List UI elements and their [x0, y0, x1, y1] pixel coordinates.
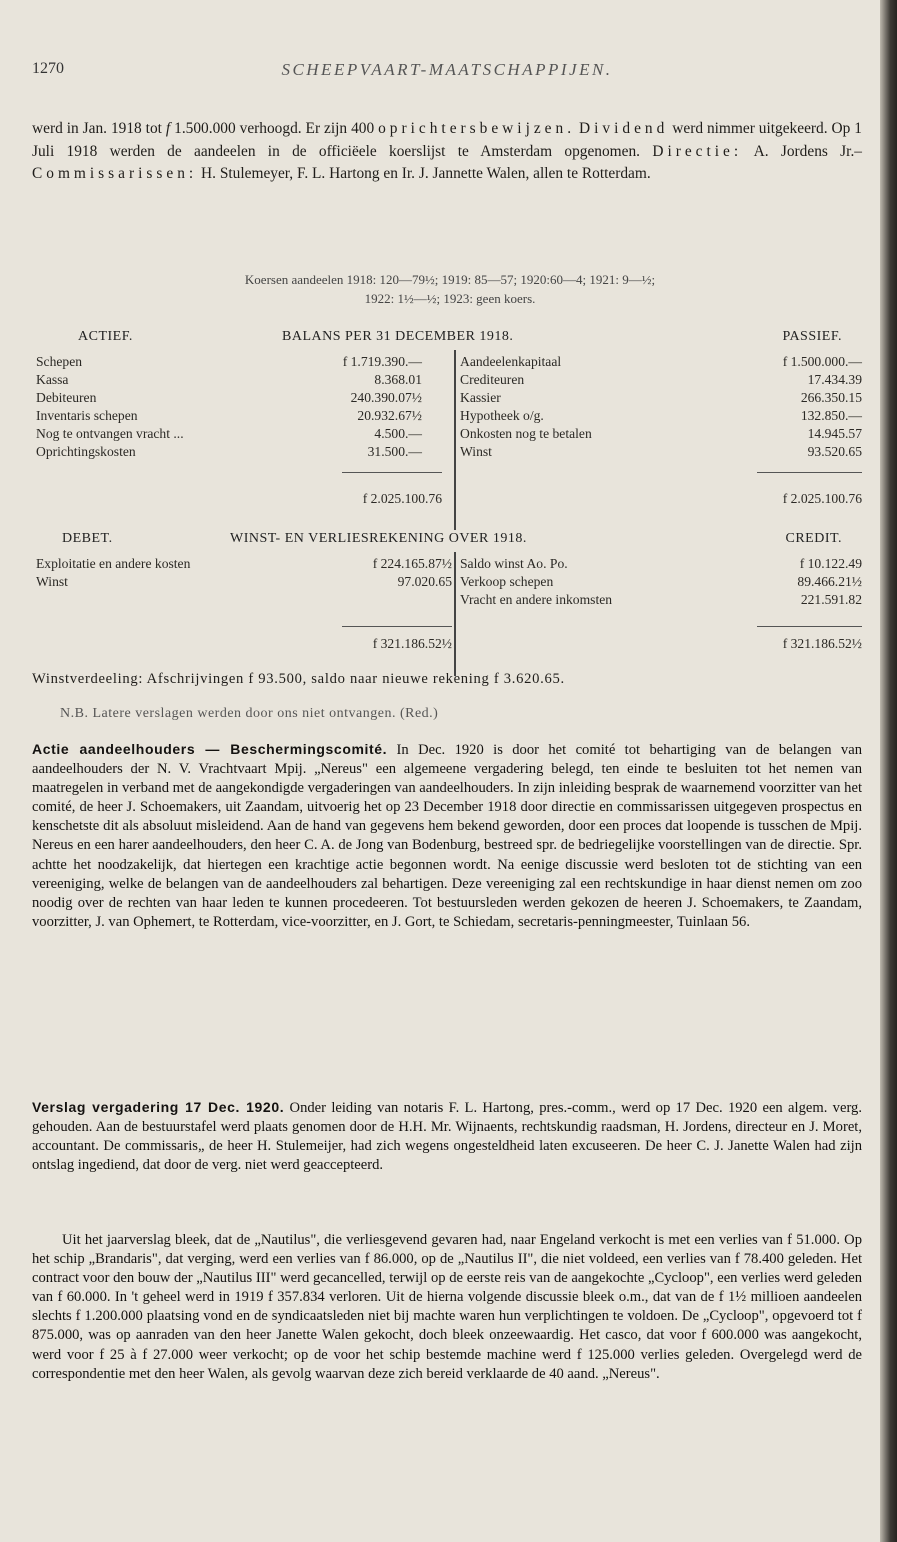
- pl-right-value: f 10.122.49: [799, 556, 862, 571]
- running-title: SCHEEPVAART-MAATSCHAPPIJEN.: [281, 60, 613, 79]
- debet-heading: DEBET.: [62, 531, 113, 546]
- balance-left-label: Debiteuren: [36, 390, 97, 405]
- balance-left-value: 240.390.07½: [350, 390, 422, 405]
- balance-right-value: 266.350.15: [800, 390, 862, 405]
- pl-left-label: Winst: [36, 574, 68, 589]
- sum-rule: [342, 626, 452, 627]
- column-divider: [454, 552, 456, 676]
- page-number: 1270: [32, 60, 64, 77]
- verslag-paragraph: [32, 1098, 862, 1175]
- intro-text: A. Jordens Jr.–: [742, 142, 862, 160]
- actief-heading: ACTIEF.: [78, 329, 133, 344]
- pl-right-label: Saldo winst Ao. Po.: [460, 556, 568, 571]
- verslag-text: Onder leiding van notaris F. L. Hartong, pres.-comm., werd op 17 Dec. 1920 een algem. verg. gehouden. Aan de bestuurstafel werd plaats genomen door de H.H. Mr. Wijnaents, rechtskundig raadsman, H. Jordens, directeur en J. Moret, accountant. De commissaris„ de heer H. Stulemeijer, had zich wegens ongesteldheid laten excuseeren. De heer C. J. Janette Walen had zijn ontslag ingediend, dat door de verg. niet werd geaccepteerd.: [32, 1100, 862, 1174]
- intro-text: 1.500.000 verhoogd. Er zijn 400: [170, 120, 379, 137]
- balance-right-value: 17.434.39: [807, 372, 862, 387]
- balance-right-value: f 1.500.000.—: [782, 354, 862, 369]
- intro-text: werd in Jan. 1918 tot: [32, 120, 166, 137]
- pl-right-value: 221.591.82: [800, 592, 862, 607]
- intro-text: H. Stulemeyer, F. L. Hartong en Ir. J. Jannette Walen, allen te Rotterdam.: [197, 165, 651, 183]
- verslag-heading: Verslag vergadering 17 Dec. 1920.: [32, 1099, 285, 1115]
- credit-heading: CREDIT.: [785, 531, 842, 546]
- pl-right-label: Verkoop schepen: [460, 574, 554, 589]
- pl-left-value: 97.020.65: [397, 574, 452, 589]
- balans-title: BALANS PER 31 DECEMBER 1918.: [282, 329, 514, 344]
- passief-heading: PASSIEF.: [782, 329, 842, 344]
- koersen-line: Koersen aandeelen 1918: 120—79½; 1919: 85—57; 1920:60—4; 1921: 9—½;: [244, 272, 656, 287]
- pl-right-total: f 321.186.52½: [782, 636, 862, 651]
- page-header: [32, 60, 862, 90]
- balance-left-value: 31.500.—: [367, 444, 422, 459]
- balance-left-value: 4.500.—: [374, 426, 422, 441]
- koersen-line: 1922: 1½—½; 1923: geen koers.: [364, 291, 536, 306]
- page-edge-shadow: [880, 0, 897, 1542]
- balance-left-label: Inventaris schepen: [36, 408, 138, 423]
- pl-left-label: Exploitatie en andere kosten: [36, 556, 191, 571]
- balance-right-label: Aandeelenkapitaal: [460, 354, 562, 369]
- balance-right-label: Hypotheek o/g.: [460, 408, 544, 423]
- balance-right-value: 132.850.—: [800, 408, 862, 423]
- balance-left-value: 20.932.67½: [357, 408, 422, 423]
- pl-left-total: f 321.186.52½: [372, 636, 452, 651]
- balance-left-label: Nog te ontvangen vracht ...: [36, 426, 184, 441]
- winst-title: WINST- EN VERLIESREKENING OVER 1918.: [230, 531, 527, 546]
- intro-paragraph: [32, 118, 862, 186]
- balance-left-total: f 2.025.100.76: [362, 491, 442, 506]
- intro-text: werd nimmer uitgekeerd. Op 1 Juli 1918 werden de aandeelen in de officiëele koerslijst te Amsterdam opgenomen.: [32, 120, 862, 160]
- balance-right-label: Onkosten nog te betalen: [460, 426, 592, 441]
- verslag-paragraph-2: Uit het jaarverslag bleek, dat de „Nautilus", die verliesgevend gevaren had, naar Engeland verkocht is met een verlies van f 51.000. Op het schip „Brandaris", dat verging, werd een verlies van f 86.000, op de „Nautilus II", die niet voldeed, een verlies van f 78.400 geleden. Het contract voor den bouw der „Nautilus III" werd gecancelled, terwijl op de eerste reis van de aangekochte „Cycloop", een verlies werd geleden van f 60.000. In 't geheel werd in 1919 f 357.834 verloren. Uit de hierna volgende discussie bleek o.m., dat van de f 1½ millioen aandeelen slechts f 1.200.000 plaatsing vond en de syndicaatsleden niet bij machte waren hun verplichtingen te voldoen. De „Cycloop", opgevoerd tot f 875.000, was op aanraden van den heer Janette Walen gekocht, doch bleek onzeewaardig. Het casco, dat voor f 600.000 was aangekocht, werd voor f 25 à f 27.000 weer verkocht; op de voor het schip bestemde machine werd f 125.000 verlies geleden. Overgelegd werd de correspondentie met den heer Walen, als gevolg waarvan deze zich bereid verklaarde de 40 aand. „Nereus".: [32, 1232, 862, 1382]
- balance-right-total: f 2.025.100.76: [782, 491, 862, 506]
- balance-left-label: Schepen: [36, 354, 83, 369]
- pl-right-label: Vracht en andere inkomsten: [460, 592, 613, 607]
- sum-rule: [757, 472, 862, 473]
- winstverdeeling: Winstverdeeling: Afschrijvingen f 93.500, saldo naar nieuwe rekening f 3.620.65.: [32, 671, 565, 687]
- pl-right-value: 89.466.21½: [797, 574, 862, 589]
- balance-right-value: 14.945.57: [807, 426, 862, 441]
- balance-left-label: Oprichtingskosten: [36, 444, 136, 459]
- sum-rule: [757, 626, 862, 627]
- spaced-term: Commissarissen:: [32, 165, 198, 183]
- koersen-block: [100, 270, 800, 308]
- actie-heading: Actie aandeelhouders — Beschermingscomité.: [32, 741, 388, 757]
- balance-right-value: 93.520.65: [807, 444, 862, 459]
- balance-right-label: Winst: [460, 444, 492, 459]
- florin-sign: f: [165, 120, 171, 137]
- balance-left-value: f 1.719.390.—: [342, 354, 422, 369]
- editor-note: N.B. Latere verslagen werden door ons niet ontvangen. (Red.): [60, 706, 439, 721]
- spaced-term: Directie:: [652, 142, 743, 160]
- balance-right-label: Kassier: [460, 390, 501, 405]
- balance-left-value: 8.368.01: [374, 372, 422, 387]
- actie-paragraph: [32, 740, 862, 932]
- spaced-term: Dividend: [579, 120, 669, 137]
- sum-rule: [342, 472, 442, 473]
- balance-right-label: Crediteuren: [460, 372, 525, 387]
- balance-left-label: Kassa: [36, 372, 69, 387]
- actie-text: In Dec. 1920 is door het comité tot behartiging van de belangen van aandeelhouders der N. V. Vrachtvaart Mpij. „Nereus" een algemeene vergadering belegd, ten einde te besluiten tot het nemen van maatregelen in verband met de aangekondigde vergaderingen van aandeelhouders. In zijn inleiding besprak de waarnemend voorzitter van het comité, de heer J. Schoemakers, uit Zaandam, uitvoerig het op 23 December 1918 door directie en commissarissen uitgegeven prospectus en kenschetste dit als absoluut misleidend. Aan de hand van gegevens hem bekend geworden, door een proces dat loopende is tusschen de Mpij. Nereus en een harer aandeelhouders, den heer C. A. de Jong van Bodenburg, bestreed spr. de bedriegelijke voorstellingen van de directie. Spr. achtte het noodzakelijk, dat hiertegen een krachtige actie begonnen wordt. Na eenige discussie werd besloten tot de stichting van een vereeniging, welke de belangen van de aandeelhouders zal behartigen. Deze vereeniging zal een rechtskundige in haar dienst nemen om zoo noodig over de rechten van haar leden te kunnen procedeeren. Tot bestuursleden werden gekozen de heeren J. Schoemakers, te Zaandam, voorzitter, J. van Ophemert, te Rotterdam, vice-voorzitter, en J. Gort, te Schiedam, secretaris-penningmeester, Tuinlaan 56.: [32, 742, 863, 930]
- pl-left-value: f 224.165.87½: [372, 556, 452, 571]
- spaced-term: oprichtersbewijzen.: [378, 120, 576, 137]
